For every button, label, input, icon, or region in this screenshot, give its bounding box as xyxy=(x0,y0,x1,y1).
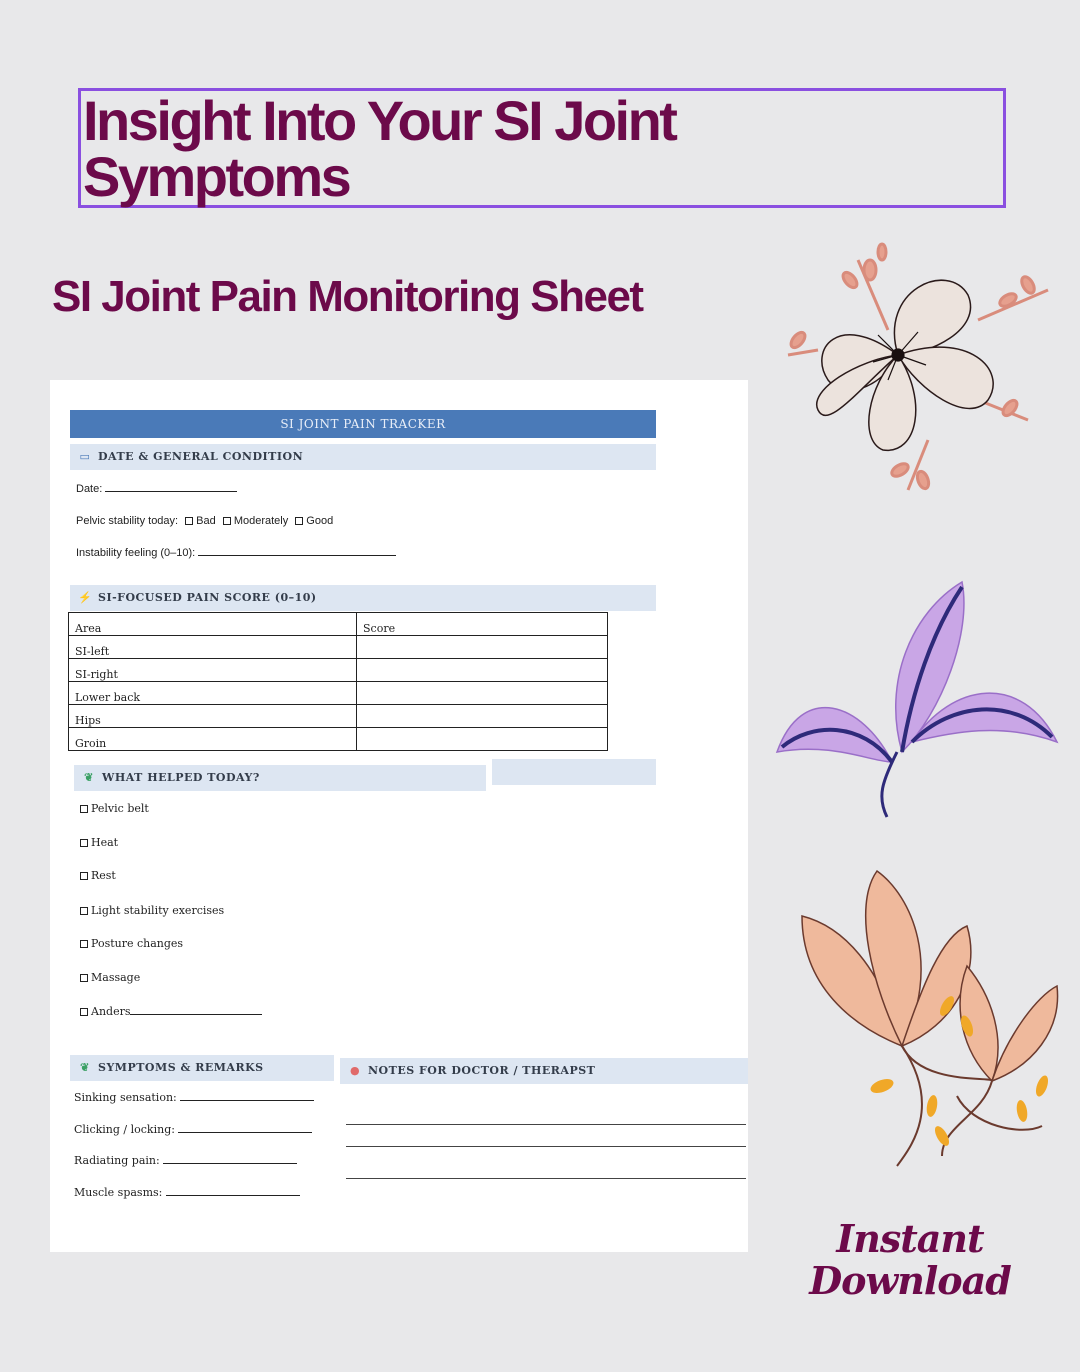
pain-section-header xyxy=(70,585,656,611)
leaf-icon: ❦ xyxy=(80,1061,90,1074)
stability-option-bad: Bad xyxy=(196,515,216,527)
table-row xyxy=(69,636,608,659)
instability-blank[interactable] xyxy=(198,546,396,556)
notes-line[interactable] xyxy=(346,1146,746,1147)
helped-item[interactable] xyxy=(80,971,140,984)
lightning-icon: ⚡ xyxy=(78,591,93,604)
other-blank[interactable] xyxy=(130,1005,262,1015)
symptom-field[interactable] xyxy=(74,1186,300,1199)
area-cell: Groin xyxy=(69,728,357,751)
badge-line-1: Instant xyxy=(836,1216,984,1261)
table-header-row xyxy=(69,613,608,636)
checkbox[interactable] xyxy=(223,517,231,525)
stability-label: Pelvic stability today: xyxy=(76,515,179,527)
area-cell: Lower back xyxy=(69,682,357,705)
pain-score-table xyxy=(68,612,608,751)
helped-section-header xyxy=(74,765,486,791)
calendar-icon: ▭ xyxy=(79,450,91,463)
pain-section-title: SI-FOCUSED PAIN SCORE (0–10) xyxy=(98,591,317,604)
column-header-area: Area xyxy=(69,613,357,636)
score-cell[interactable] xyxy=(357,636,608,659)
score-cell[interactable] xyxy=(357,728,608,751)
notes-line[interactable] xyxy=(346,1178,746,1179)
helped-item-label: Heat xyxy=(91,836,119,849)
score-cell[interactable] xyxy=(357,682,608,705)
area-cell: Hips xyxy=(69,705,357,728)
notes-line[interactable] xyxy=(346,1124,746,1125)
tracker-sheet xyxy=(50,380,748,1252)
tulip-illustration xyxy=(792,866,1062,1171)
checkbox[interactable] xyxy=(80,974,88,982)
badge-line-2: Download xyxy=(809,1258,1011,1303)
stability-option-moderately: Moderately xyxy=(233,515,289,527)
instability-field[interactable] xyxy=(76,546,396,559)
symptom-field[interactable] xyxy=(74,1123,312,1136)
symptom-field[interactable] xyxy=(74,1091,314,1104)
date-label: Date: xyxy=(76,483,103,495)
symptoms-section-header xyxy=(70,1055,334,1081)
leaf-illustration xyxy=(772,572,1062,822)
helped-item-label: Light stability exercises xyxy=(91,904,225,917)
helped-item[interactable] xyxy=(80,937,183,950)
stability-row xyxy=(76,515,333,527)
symptom-label: Muscle spasms: xyxy=(74,1186,163,1199)
checkbox[interactable] xyxy=(80,940,88,948)
helped-item-label: Pelvic belt xyxy=(91,802,149,815)
headline: Insight Into Your SI Joint Symptoms xyxy=(83,89,676,208)
notes-section-header xyxy=(340,1058,748,1084)
table-row xyxy=(69,682,608,705)
score-cell[interactable] xyxy=(357,659,608,682)
helped-item[interactable] xyxy=(80,904,224,917)
area-cell: SI-left xyxy=(69,636,357,659)
symptom-blank[interactable] xyxy=(163,1154,297,1164)
leaf-icon: ❦ xyxy=(84,771,94,784)
helped-item[interactable] xyxy=(80,869,116,882)
stability-option-good: Good xyxy=(306,515,334,527)
date-blank[interactable] xyxy=(105,482,237,492)
symptom-blank[interactable] xyxy=(180,1091,314,1101)
instability-label: Instability feeling (0–10): xyxy=(76,547,196,559)
notes-section-title: NOTES FOR DOCTOR / THERAPST xyxy=(368,1064,596,1077)
symptom-label: Radiating pain: xyxy=(74,1154,160,1167)
symptoms-section-title: SYMPTOMS & REMARKS xyxy=(98,1061,264,1074)
flower-illustration xyxy=(778,240,1058,500)
helped-item-label: Rest xyxy=(91,869,116,882)
headline-box xyxy=(78,88,1006,208)
symptom-field[interactable] xyxy=(74,1154,297,1167)
area-cell: SI-right xyxy=(69,659,357,682)
helped-section-title: WHAT HELPED TODAY? xyxy=(102,771,260,784)
helped-item[interactable] xyxy=(80,802,149,815)
column-header-score: Score xyxy=(357,613,608,636)
checkbox[interactable] xyxy=(80,839,88,847)
instant-download-badge xyxy=(800,1218,1020,1302)
checkbox[interactable] xyxy=(80,907,88,915)
date-section-title: DATE & GENERAL CONDITION xyxy=(98,450,304,463)
checkbox[interactable] xyxy=(185,517,193,525)
checkbox[interactable] xyxy=(80,805,88,813)
table-row xyxy=(69,659,608,682)
subheading: SI Joint Pain Monitoring Sheet xyxy=(52,272,643,321)
helped-item-label: Anders xyxy=(91,1005,131,1018)
symptom-blank[interactable] xyxy=(166,1186,300,1196)
table-row xyxy=(69,705,608,728)
symptom-label: Sinking sensation: xyxy=(74,1091,177,1104)
checkbox[interactable] xyxy=(80,1008,88,1016)
tracker-title: SI JOINT PAIN TRACKER xyxy=(70,410,656,438)
heart-icon: ● xyxy=(349,1064,361,1077)
helped-item-label: Posture changes xyxy=(91,937,184,950)
helped-section-header-extension xyxy=(492,759,656,785)
helped-item[interactable] xyxy=(80,1005,262,1018)
date-section-header xyxy=(70,444,656,470)
table-row xyxy=(69,728,608,751)
checkbox[interactable] xyxy=(295,517,303,525)
date-field[interactable] xyxy=(76,482,237,495)
symptom-label: Clicking / locking: xyxy=(74,1123,175,1136)
helped-item[interactable] xyxy=(80,836,118,849)
symptom-blank[interactable] xyxy=(178,1123,312,1133)
helped-item-label: Massage xyxy=(91,971,141,984)
score-cell[interactable] xyxy=(357,705,608,728)
checkbox[interactable] xyxy=(80,872,88,880)
